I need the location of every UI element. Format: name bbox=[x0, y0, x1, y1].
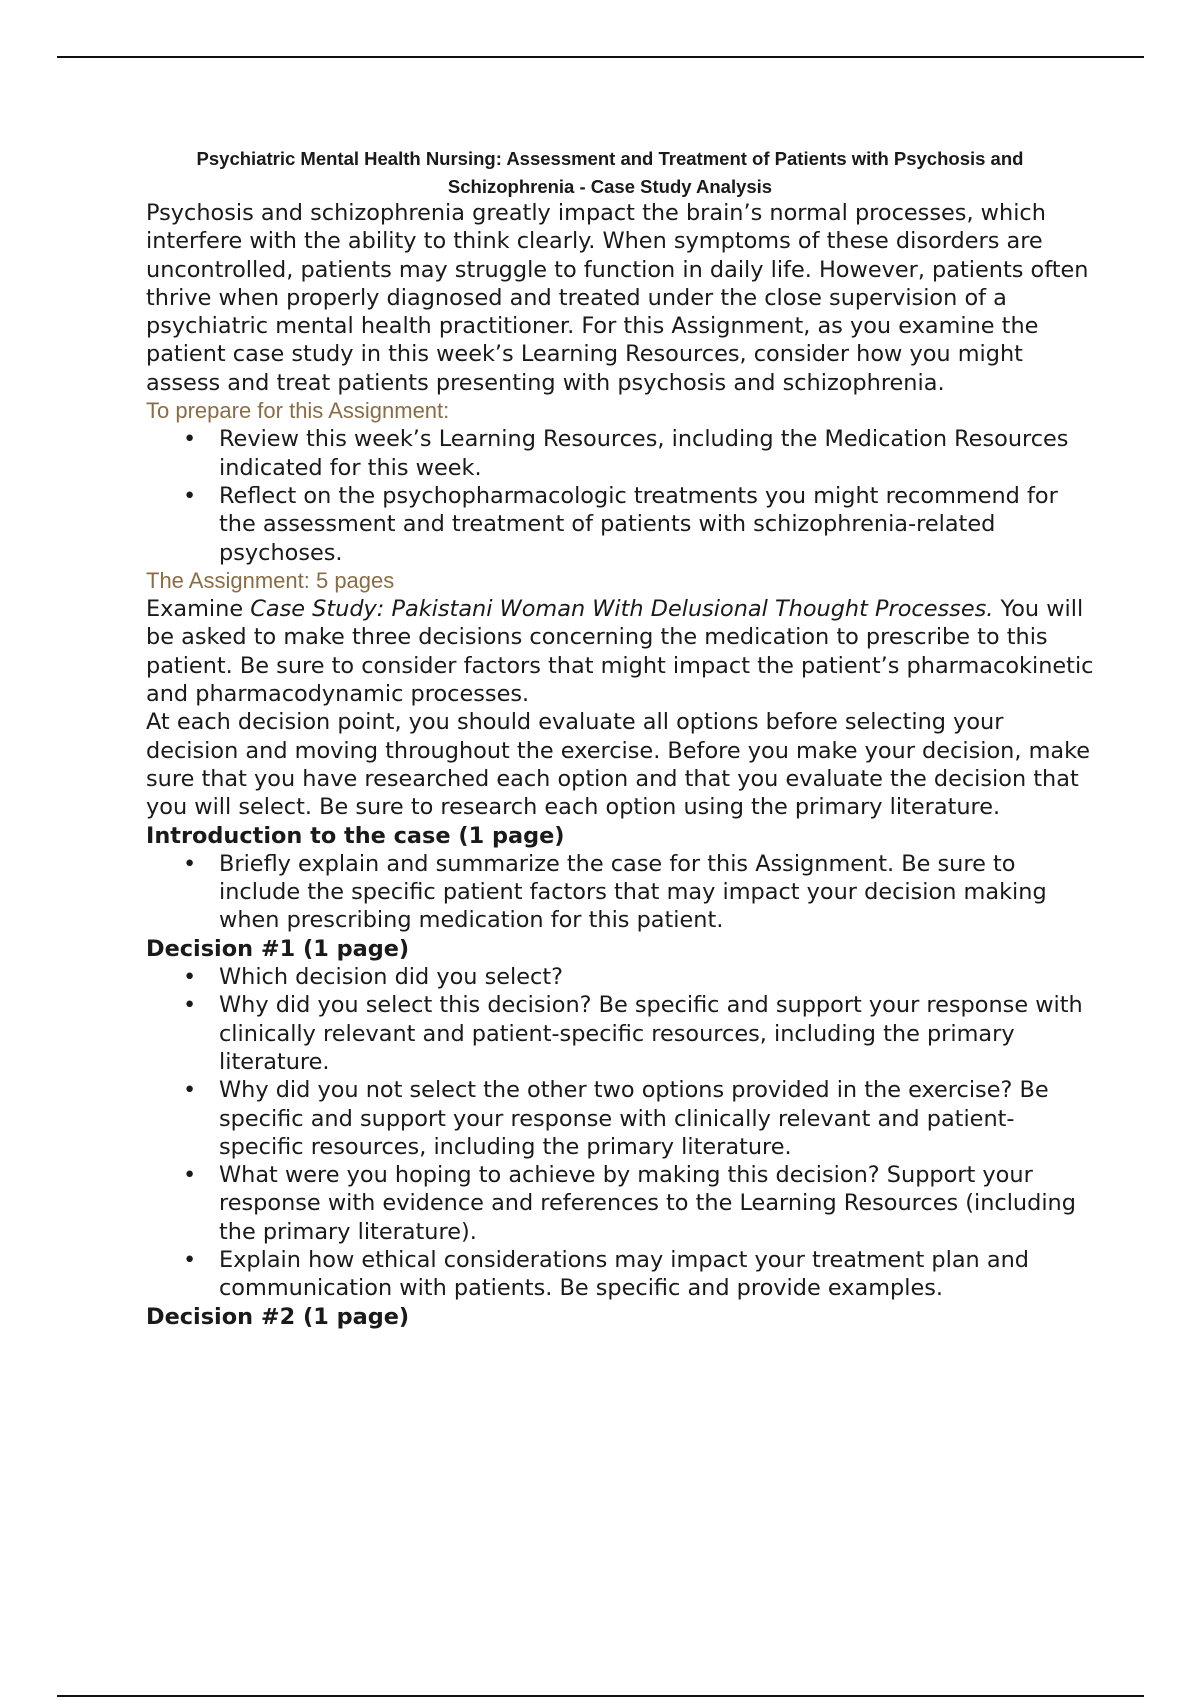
top-rule bbox=[57, 56, 1144, 58]
list-item: • Why did you not select the other two options provided in the exercise? Be specific and support your response with clinically relevant and patient-specific resources, including the primary literature. bbox=[219, 1076, 1096, 1161]
list-item: • Which decision did you select? bbox=[219, 963, 1096, 991]
decision2-heading: Decision #2 (1 page) bbox=[146, 1303, 410, 1330]
document-title: Psychiatric Mental Health Nursing: Assessment and Treatment of Patients with Psychosis and Schizophrenia - Case Study Analysis bbox=[196, 148, 1024, 197]
decision1-heading: Decision #1 (1 page) bbox=[146, 935, 410, 962]
list-item: • Why did you select this decision? Be specific and support your response with clinically relevant and patient-specific resources, including the primary literature. bbox=[219, 991, 1096, 1076]
case-study-title: Case Study: Pakistani Woman With Delusional Thought Processes. bbox=[250, 596, 994, 623]
prepare-heading: To prepare for this Assignment: bbox=[146, 398, 450, 424]
examine-rest: You will be asked to make three decisions concerning the medication to prescribe to this patient. Be sure to consider factors that might impact the patient’s pharmacokinetic and pharmacodynamic processes. bbox=[146, 596, 1094, 708]
document-body bbox=[146, 199, 1096, 1331]
list-item: • Review this week’s Learning Resources, including the Medication Resources indicated for this week. bbox=[219, 425, 1096, 482]
examine-prefix: Examine bbox=[146, 596, 251, 623]
list-item: • Explain how ethical considerations may impact your treatment plan and communication with patients. Be specific and provide examples. bbox=[219, 1246, 1096, 1303]
decision-point-paragraph: At each decision point, you should evaluate all options before selecting your decision and moving throughout the exercise. Before you make your decision, make sure that you have researched each option and that you evaluate the decision that you will select. Be sure to research each option using the primary literature. bbox=[146, 709, 1091, 821]
bottom-rule bbox=[57, 1695, 1144, 1697]
list-item: • Briefly explain and summarize the case for this Assignment. Be sure to include the specific patient factors that may impact your decision making when prescribing medication for this patient. bbox=[219, 850, 1096, 935]
prepare-list bbox=[146, 425, 1096, 566]
intro-case-heading: Introduction to the case (1 page) bbox=[146, 822, 565, 849]
intro-paragraph: Psychosis and schizophrenia greatly impact the brain’s normal processes, which interfere with the ability to think clearly. When symptoms of these disorders are uncontrolled, patients may struggle to function in daily life. However, patients often thrive when properly diagnosed and treated under the close supervision of a psychiatric mental health practitioner. For this Assignment, as you examine the patient case study in this week’s Learning Resources, consider how you might assess and treat patients presenting with psychosis and schizophrenia. bbox=[146, 200, 1089, 396]
decision1-list bbox=[146, 963, 1096, 1303]
assignment-heading: The Assignment: 5 pages bbox=[146, 567, 395, 593]
intro-case-list bbox=[146, 850, 1096, 935]
list-item: • Reflect on the psychopharmacologic treatments you might recommend for the assessment and treatment of patients with schizophrenia-related psychoses. bbox=[219, 482, 1096, 567]
examine-paragraph bbox=[146, 595, 1096, 708]
list-item: • What were you hoping to achieve by making this decision? Support your response with evidence and references to the Learning Resources (including the primary literature). bbox=[219, 1161, 1096, 1246]
